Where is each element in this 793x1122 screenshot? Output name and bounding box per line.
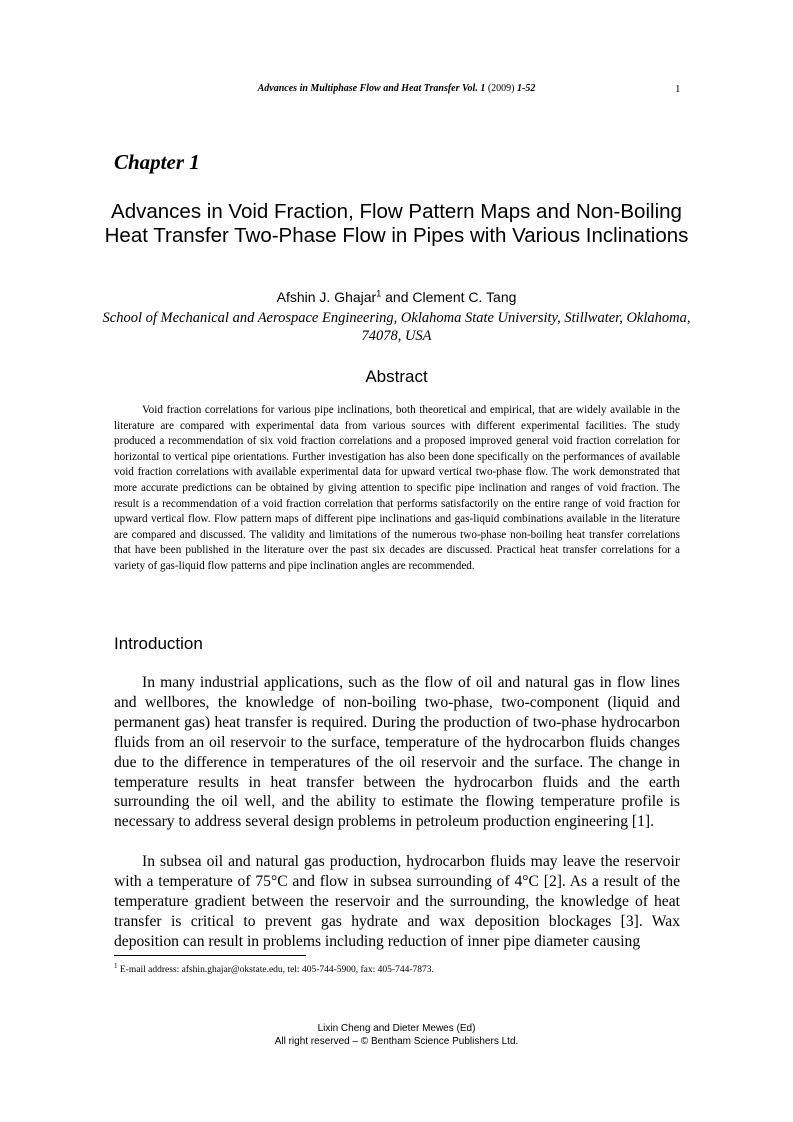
page-range: 1-52 bbox=[517, 83, 536, 94]
paper-title: Advances in Void Fraction, Flow Pattern Maps and Non-Boiling Heat Transfer Two-Phase Flow in Pipes with Various Inclinations bbox=[104, 200, 689, 247]
author-2: Clement C. Tang bbox=[412, 289, 517, 305]
page-number: 1 bbox=[675, 83, 681, 95]
affiliation: School of Mechanical and Aerospace Engineering, Oklahoma State University, Stillwater, Oklahoma, 74078, USA bbox=[102, 310, 691, 344]
footnote-divider bbox=[114, 955, 306, 956]
footnote-mark: 1 bbox=[114, 962, 118, 970]
body-paragraph: In many industrial applications, such as the flow of oil and natural gas in flow lines and wellbores, the knowledge of non-boiling two-phase, two-component (liquid and permanent gas) heat transfer is required. During the production of two-phase hydrocarbon fluids from an oil reservoir to the surface, temperature of the hydrocarbon fluids changes due to the difference in temperatures of the oil reservoir and the surface. The change in temperature results in heat transfer between the hydrocarbon fluids and the earth surrounding the oil well, and the ability to estimate the flowing temperature profile is necessary to address several design problems in petroleum production engineering [1]. bbox=[114, 674, 680, 831]
author-conjunction: and bbox=[381, 289, 413, 305]
footnote bbox=[114, 962, 434, 975]
journal-year: (2009) bbox=[487, 83, 515, 94]
footnote-text: E-mail address: afshin.ghajar@okstate.edu, tel: 405-744-5900, fax: 405-744-7873. bbox=[117, 965, 434, 976]
footer-copyright: All right reserved – © Bentham Science Publishers Ltd. bbox=[274, 1036, 519, 1047]
abstract-heading: Abstract bbox=[365, 367, 428, 386]
footnote-marker: 1 bbox=[376, 288, 382, 299]
footer-editors: Lixin Cheng and Dieter Mewes (Ed) bbox=[317, 1023, 476, 1034]
author-line bbox=[0, 289, 793, 305]
introduction-heading: Introduction bbox=[114, 634, 203, 653]
author-1: Afshin J. Ghajar bbox=[276, 289, 377, 305]
body-paragraph: In subsea oil and natural gas production, hydrocarbon fluids may leave the reservoir with a temperature of 75°C and flow in subsea surrounding of 4°C [2]. As a result of the temperature gradient between the reservoir and the surrounding, the knowledge of heat transfer is critical to prevent gas hydrate and wax deposition blockages [3]. Wax deposition can result in problems including reduction of inner pipe diameter causing bbox=[114, 853, 680, 950]
abstract-text: Void fraction correlations for various pipe inclinations, both theoretical and empirical, that are widely available in the literature are compared with experimental data from various sources with different experimental facilities. The study produced a recommendation of six void fraction correlations and a proposed improved general void fraction correlation for horizontal to vertical pipe orientations. Further investigation has also been done specifically on the performances of available void fraction correlations with available experimental data for upward vertical two-phase flow. The work demonstrated that more accurate predictions can be obtained by giving attention to specific pipe inclination and ranges of void fraction. The result is a recommendation of a void fraction correlation that performs satisfactorily on the entire range of void fraction for upward vertical flow. Flow pattern maps of different pipe inclinations and gas-liquid combinations available in the literature are compared and discussed. The validity and limitations of the numerous two-phase non-boiling heat transfer correlations that have been published in the literature over the past six decades are discussed. Practical heat transfer correlations for a variety of gas-liquid flow patterns and pipe inclination angles are recommended. bbox=[114, 404, 680, 572]
journal-name: Advances in Multiphase Flow and Heat Transfer Vol. 1 bbox=[257, 83, 486, 94]
chapter-label: Chapter 1 bbox=[114, 150, 200, 174]
